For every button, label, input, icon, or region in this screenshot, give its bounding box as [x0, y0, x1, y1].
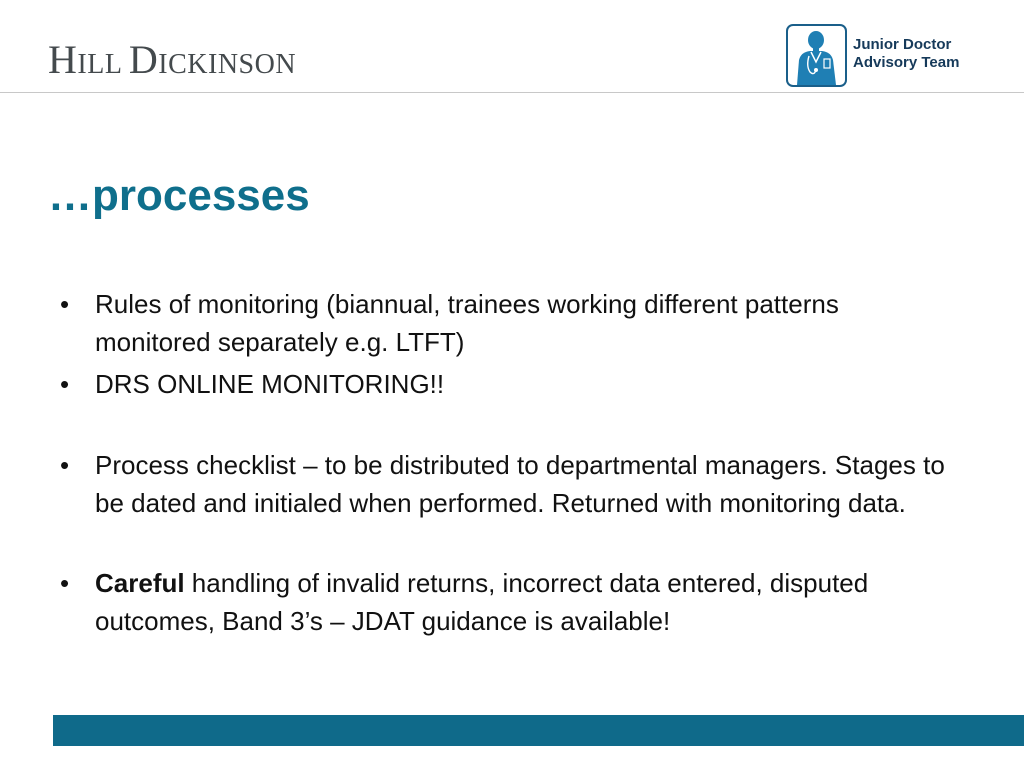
bullet-item: [60, 446, 960, 522]
logo-text-ill: ILL: [77, 49, 129, 80]
bullet-list: [60, 285, 960, 640]
bullet-text: Process checklist – to be distributed to departmental managers. Stages to be dated and initialed when performed. Returned with monitoring data.: [95, 450, 945, 518]
bullet-item: [60, 564, 960, 640]
bullet-dot: •: [60, 450, 70, 480]
jdat-line-1: Junior Doctor: [853, 36, 952, 53]
jdat-logo-text: [853, 36, 959, 72]
bullet-item: [60, 285, 960, 361]
header-divider: [0, 92, 1024, 93]
footer-bar: [53, 715, 1024, 746]
logo-letter-d: D: [128, 37, 159, 82]
bullet-dot: •: [60, 369, 70, 399]
bullet-dot: •: [60, 289, 70, 319]
bullet-dot: •: [60, 568, 70, 598]
bullet-emphasis: Careful: [95, 568, 185, 598]
bullet-text: handling of invalid returns, incorrect data entered, disputed outcomes, Band 3’s – JDAT guidance is available!: [95, 568, 869, 636]
jdat-line-2: Advisory Team: [853, 54, 960, 71]
logo-text-ickinson: ICKINSON: [158, 49, 297, 80]
bullet-text: Rules of monitoring (biannual, trainees working different patterns monitored separately e.g. LTFT): [95, 289, 839, 357]
bullet-text: DRS ONLINE MONITORING!!: [95, 369, 445, 399]
bullet-item: [60, 365, 960, 403]
logo-letter-h: H: [48, 37, 78, 82]
doctor-icon: [786, 24, 847, 87]
slide-title: …processes: [48, 171, 310, 220]
hill-dickinson-logo: [48, 37, 297, 85]
